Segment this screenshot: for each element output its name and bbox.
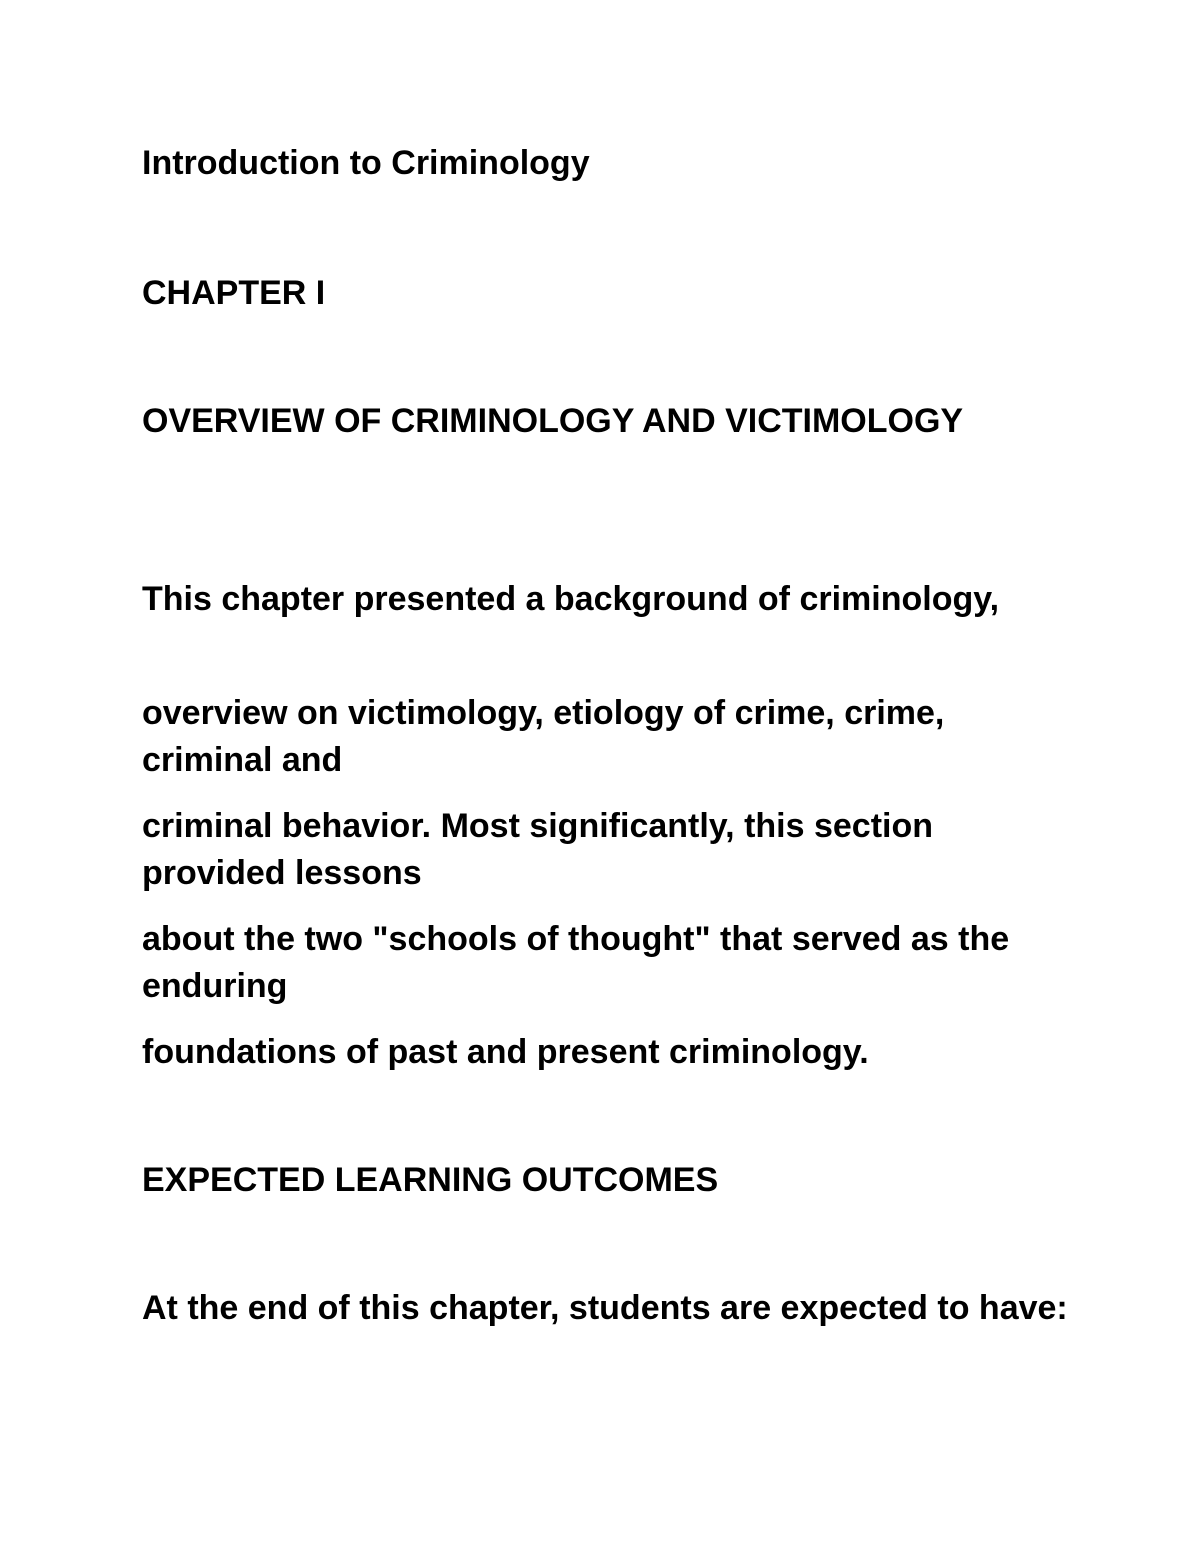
paragraph-line: about the two "schools of thought" that served as the enduring bbox=[142, 920, 1010, 1005]
closing-text: At the end of this chapter, students are expected to have: bbox=[142, 1289, 1068, 1327]
document-title: Introduction to Criminology bbox=[142, 144, 590, 182]
paragraph-line: This chapter presented a background of criminology, bbox=[142, 580, 1000, 618]
chapter-heading: CHAPTER I bbox=[142, 274, 326, 312]
overview-heading: OVERVIEW OF CRIMINOLOGY AND VICTIMOLOGY bbox=[142, 402, 964, 440]
paragraph-line: foundations of past and present criminology. bbox=[142, 1033, 869, 1071]
paragraph-line: overview on victimology, etiology of crime, crime, criminal and bbox=[142, 694, 945, 779]
paragraph-line: criminal behavior. Most significantly, this section provided lessons bbox=[142, 807, 933, 892]
outcomes-heading: EXPECTED LEARNING OUTCOMES bbox=[142, 1161, 719, 1199]
